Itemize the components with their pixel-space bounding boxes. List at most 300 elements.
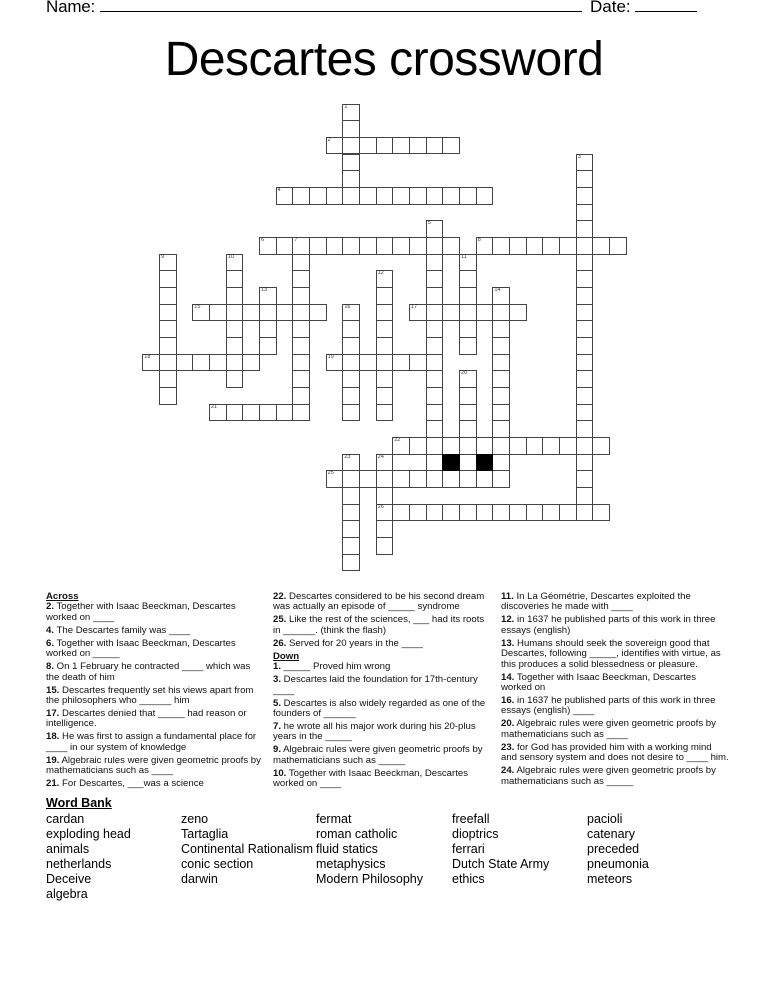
grid-cell[interactable] [492, 420, 510, 438]
clue-down-5: 5. Descartes is also widely regarded as one of the founders of ______ [273, 697, 486, 720]
grid-cell[interactable] [392, 137, 410, 155]
clue-across-18: 18. He was first to assign a fundamental place for ____ in our system of knowledge [46, 731, 257, 753]
grid-cell[interactable] [376, 237, 394, 255]
grid-cell[interactable] [492, 387, 510, 405]
grid-cell[interactable] [459, 254, 477, 272]
grid-cell[interactable] [426, 320, 444, 338]
word-bank-item: algebra [46, 887, 88, 901]
clues-column-1 [46, 592, 264, 792]
grid-cell[interactable] [459, 304, 477, 322]
grid-cell[interactable] [342, 137, 360, 155]
grid-cell[interactable] [292, 237, 310, 255]
grid-cell[interactable] [392, 504, 410, 522]
grid-cell[interactable] [376, 404, 394, 422]
grid-cell[interactable] [292, 270, 310, 288]
grid-cell[interactable] [342, 504, 360, 522]
word-bank-item: preceded [587, 842, 640, 856]
grid-cell[interactable] [426, 270, 444, 288]
clue-across-15: 15. Descartes frequently set his views apart from the philosophers who ______ him [46, 684, 254, 707]
grid-cell[interactable] [359, 354, 377, 372]
grid-cell[interactable] [159, 304, 177, 322]
grid-cell[interactable] [309, 304, 327, 322]
grid-cell[interactable] [376, 354, 394, 372]
grid-cell[interactable] [492, 404, 510, 422]
grid-cell[interactable] [542, 437, 560, 455]
grid-cell[interactable] [426, 437, 444, 455]
clue-across-4: 4. The Descartes family was ____ [46, 624, 191, 636]
grid-cell[interactable] [542, 237, 560, 255]
grid-cell[interactable] [409, 187, 427, 205]
clues-column-3 [501, 592, 729, 790]
grid-cell[interactable] [342, 354, 360, 372]
grid-cell[interactable] [376, 387, 394, 405]
word-bank-item: pacioli [587, 812, 623, 826]
grid-cell[interactable] [292, 354, 310, 372]
grid-cell[interactable] [292, 254, 310, 272]
grid-cell[interactable] [576, 370, 594, 388]
clues-column-2 [273, 592, 491, 792]
clue-number: 15 [194, 303, 201, 310]
grid-cell[interactable] [492, 304, 510, 322]
grid-cell[interactable] [542, 504, 560, 522]
grid-cell[interactable] [242, 404, 260, 422]
grid-cell[interactable] [492, 354, 510, 372]
grid-cell[interactable] [242, 354, 260, 372]
grid-cell[interactable] [376, 520, 394, 538]
grid-cell[interactable] [426, 220, 444, 238]
grid-cell[interactable] [476, 304, 494, 322]
grid-cell[interactable] [226, 370, 244, 388]
grid-cell[interactable] [492, 320, 510, 338]
clue-down-13: 13. Humans should seek the sovereign good that Descartes, following _____, identifies with virtue, as this produces a solid blessedness or pleasure. [501, 637, 721, 670]
grid-cell[interactable] [426, 504, 444, 522]
grid-cell[interactable] [159, 337, 177, 355]
word-bank-item: darwin [181, 872, 218, 886]
grid-cell[interactable] [209, 404, 227, 422]
grid-cell[interactable] [309, 237, 327, 255]
grid-cell[interactable] [459, 287, 477, 305]
clue-number: 4 [277, 186, 281, 193]
clue-down-1: 1. _____ Proved him wrong [273, 661, 391, 673]
grid-cell[interactable] [576, 320, 594, 338]
grid-cell[interactable] [426, 404, 444, 422]
grid-cell[interactable] [442, 237, 460, 255]
grid-cell[interactable] [609, 237, 627, 255]
grid-cell[interactable] [426, 337, 444, 355]
grid-cell[interactable] [309, 187, 327, 205]
grid-cell[interactable] [459, 504, 477, 522]
grid-cell[interactable] [292, 404, 310, 422]
grid-cell[interactable] [442, 470, 460, 488]
grid-cell[interactable] [342, 320, 360, 338]
grid-cell[interactable] [559, 437, 577, 455]
grid-cell[interactable] [292, 320, 310, 338]
black-cell [442, 454, 460, 472]
word-bank-column-3 [316, 812, 423, 887]
grid-cell[interactable] [192, 304, 210, 322]
clue-down-11: 11. In La Géométrie, Descartes exploited the discoveries he made with ____ [501, 591, 691, 613]
grid-cell[interactable] [576, 354, 594, 372]
grid-cell[interactable] [576, 337, 594, 355]
grid-cell[interactable] [409, 504, 427, 522]
word-bank-item: metaphysics [316, 857, 386, 871]
grid-cell[interactable] [292, 370, 310, 388]
grid-cell[interactable] [459, 454, 477, 472]
grid-cell[interactable] [226, 254, 244, 272]
clue-number: 7 [294, 236, 298, 243]
down-heading: Down [273, 650, 300, 662]
grid-cell[interactable] [459, 320, 477, 338]
clue-down-7: 7. he wrote all his major work during his 20-plus years in the _____ [273, 721, 476, 743]
word-bank-item: Modern Philosophy [316, 872, 424, 886]
grid-cell[interactable] [576, 504, 594, 522]
grid-cell[interactable] [426, 420, 444, 438]
grid-cell[interactable] [259, 304, 277, 322]
grid-cell[interactable] [142, 354, 160, 372]
grid-cell[interactable] [342, 304, 360, 322]
grid-cell[interactable] [492, 504, 510, 522]
grid-cell[interactable] [342, 120, 360, 138]
grid-cell[interactable] [459, 437, 477, 455]
grid-cell[interactable] [576, 404, 594, 422]
grid-cell[interactable] [576, 454, 594, 472]
grid-cell[interactable] [259, 237, 277, 255]
grid-cell[interactable] [376, 537, 394, 555]
grid-cell[interactable] [492, 337, 510, 355]
grid-cell[interactable] [376, 504, 394, 522]
page-title: Descartes crossword [164, 33, 604, 86]
grid-cell[interactable] [326, 354, 344, 372]
word-bank-item: ferrari [452, 842, 485, 856]
grid-cell[interactable] [159, 354, 177, 372]
grid-cell[interactable] [376, 270, 394, 288]
grid-cell[interactable] [359, 237, 377, 255]
clue-number: 6 [260, 236, 265, 243]
grid-cell[interactable] [409, 137, 427, 155]
grid-cell[interactable] [376, 137, 394, 155]
grid-cell[interactable] [376, 187, 394, 205]
grid-cell[interactable] [409, 237, 427, 255]
grid-cell[interactable] [476, 470, 494, 488]
grid-cell[interactable] [492, 370, 510, 388]
clue-number: 20 [461, 370, 468, 377]
date-label: Date: [590, 0, 631, 16]
grid-cell[interactable] [392, 354, 410, 372]
grid-cell[interactable] [292, 287, 310, 305]
grid-cell[interactable] [426, 454, 444, 472]
grid-cell[interactable] [476, 504, 494, 522]
clue-number: 18 [144, 353, 151, 360]
grid-cell[interactable] [476, 237, 494, 255]
grid-cell[interactable] [159, 254, 177, 272]
grid-cell[interactable] [576, 304, 594, 322]
grid-cell[interactable] [509, 504, 527, 522]
grid-cell[interactable] [392, 237, 410, 255]
grid-cell[interactable] [226, 320, 244, 338]
grid-cell[interactable] [592, 437, 610, 455]
grid-cell[interactable] [559, 504, 577, 522]
grid-cell[interactable] [326, 470, 344, 488]
grid-cell[interactable] [342, 154, 360, 172]
grid-cell[interactable] [509, 237, 527, 255]
grid-cell[interactable] [442, 504, 460, 522]
grid-cell[interactable] [326, 237, 344, 255]
grid-cell[interactable] [576, 420, 594, 438]
grid-cell[interactable] [459, 270, 477, 288]
word-bank-column-5 [587, 812, 649, 887]
grid-cell[interactable] [526, 504, 544, 522]
clue-across-26: 26. Served for 20 years in the ____ [273, 637, 423, 649]
black-cell [476, 454, 494, 472]
grid-cell[interactable] [159, 287, 177, 305]
clue-down-14: 14. Together with Isaac Beeckman, Descartes worked on [501, 671, 697, 694]
grid-cell[interactable] [526, 237, 544, 255]
clue-number: 26 [377, 503, 384, 510]
grid-cell[interactable] [442, 137, 460, 155]
grid-cell[interactable] [226, 337, 244, 355]
grid-cell[interactable] [276, 237, 294, 255]
grid-cell[interactable] [576, 204, 594, 222]
clue-number: 11 [461, 253, 467, 260]
grid-cell[interactable] [242, 304, 260, 322]
grid-cell[interactable] [426, 370, 444, 388]
grid-cell[interactable] [342, 370, 360, 388]
grid-cell[interactable] [342, 387, 360, 405]
grid-cell[interactable] [342, 187, 360, 205]
grid-cell[interactable] [426, 470, 444, 488]
grid-cell[interactable] [476, 187, 494, 205]
grid-cell[interactable] [342, 554, 360, 572]
grid-cell[interactable] [342, 454, 360, 472]
grid-cell[interactable] [209, 354, 227, 372]
word-bank-item: Dutch State Army [452, 857, 550, 871]
word-bank-item: dioptrics [452, 827, 499, 841]
grid-cell[interactable] [292, 387, 310, 405]
grid-cell[interactable] [576, 270, 594, 288]
grid-cell[interactable] [576, 387, 594, 405]
grid-cell[interactable] [576, 254, 594, 272]
grid-cell[interactable] [159, 387, 177, 405]
across-heading: Across [46, 591, 79, 602]
grid-cell[interactable] [276, 187, 294, 205]
grid-cell[interactable] [342, 237, 360, 255]
grid-cell[interactable] [426, 187, 444, 205]
word-bank-item: conic section [181, 857, 254, 871]
grid-cell[interactable] [376, 370, 394, 388]
grid-cell[interactable] [276, 304, 294, 322]
grid-cell[interactable] [176, 354, 194, 372]
grid-cell[interactable] [359, 137, 377, 155]
clue-number: 5 [427, 220, 431, 227]
grid-cell[interactable] [209, 304, 227, 322]
grid-cell[interactable] [426, 137, 444, 155]
grid-cell[interactable] [259, 337, 277, 355]
word-bank-item: pneumonia [587, 857, 649, 871]
grid-cell[interactable] [409, 470, 427, 488]
grid-cell[interactable] [159, 320, 177, 338]
grid-cell[interactable] [392, 470, 410, 488]
grid-cell[interactable] [376, 337, 394, 355]
clue-across-25: 25. Like the rest of the sciences, ___ had its roots in ______. (think the flash) [273, 614, 485, 636]
clue-across-2: 2. Together with Isaac Beeckman, Descartes worked on ____ [46, 601, 236, 623]
grid-cell[interactable] [576, 170, 594, 188]
clue-number: 14 [494, 286, 501, 293]
grid-cell[interactable] [576, 187, 594, 205]
grid-cell[interactable] [342, 537, 360, 555]
clue-down-10: 10. Together with Isaac Beeckman, Descartes worked on ____ [273, 767, 469, 790]
grid-cell[interactable] [459, 187, 477, 205]
grid-cell[interactable] [226, 304, 244, 322]
grid-cell[interactable] [576, 487, 594, 505]
grid-cell[interactable] [292, 187, 310, 205]
grid-cell[interactable] [226, 354, 244, 372]
word-bank-heading: Word Bank [46, 796, 112, 810]
word-bank-item: roman catholic [316, 827, 398, 841]
grid-cell[interactable] [376, 454, 394, 472]
word-bank-item: fermat [316, 812, 352, 826]
grid-cell[interactable] [276, 404, 294, 422]
clue-number: 23 [344, 453, 351, 460]
word-bank-item: exploding head [46, 827, 131, 841]
grid-cell[interactable] [326, 137, 344, 155]
grid-cell[interactable] [376, 304, 394, 322]
grid-cell[interactable] [342, 104, 360, 122]
clue-number: 21 [210, 403, 218, 410]
grid-cell[interactable] [426, 254, 444, 272]
clue-down-9: 9. Algebraic rules were given geometric proofs by mathematicians such as _____ [273, 744, 483, 766]
grid-cell[interactable] [259, 287, 277, 305]
grid-cell[interactable] [226, 287, 244, 305]
grid-cell[interactable] [376, 320, 394, 338]
grid-cell[interactable] [492, 437, 510, 455]
grid-cell[interactable] [492, 454, 510, 472]
clue-number: 25 [327, 470, 334, 477]
grid-cell[interactable] [426, 237, 444, 255]
clue-down-23: 23. for God has provided him with a working mind and sensory system and does not desire to ____ him. [501, 741, 729, 764]
grid-cell[interactable] [559, 237, 577, 255]
grid-cell[interactable] [526, 437, 544, 455]
grid-cell[interactable] [409, 437, 427, 455]
grid-cell[interactable] [359, 470, 377, 488]
clue-across-17: 17. Descartes denied that _____ had reason or intelligence. [46, 708, 247, 730]
grid-cell[interactable] [576, 470, 594, 488]
grid-cell[interactable] [426, 387, 444, 405]
clue-number: 17 [411, 303, 418, 310]
grid-cell[interactable] [342, 520, 360, 538]
grid-cell[interactable] [226, 270, 244, 288]
grid-cell[interactable] [492, 470, 510, 488]
grid-cell[interactable] [342, 487, 360, 505]
grid-cell[interactable] [476, 437, 494, 455]
grid-cell[interactable] [159, 270, 177, 288]
grid-cell[interactable] [342, 404, 360, 422]
grid-cell[interactable] [426, 287, 444, 305]
word-bank-item: Tartaglia [181, 827, 229, 841]
word-bank-item: netherlands [46, 857, 112, 871]
grid-cell[interactable] [342, 170, 360, 188]
grid-cell[interactable] [192, 354, 210, 372]
grid-cell[interactable] [576, 220, 594, 238]
grid-cell[interactable] [292, 337, 310, 355]
grid-cell[interactable] [509, 437, 527, 455]
grid-cell[interactable] [392, 437, 410, 455]
name-label: Name: [46, 0, 96, 16]
clue-number: 1 [344, 103, 348, 110]
clue-down-12: 12. in 1637 he published parts of this work in three essays (english) [501, 614, 716, 636]
grid-cell[interactable] [259, 320, 277, 338]
grid-cell[interactable] [576, 437, 594, 455]
clue-number: 22 [394, 436, 401, 443]
grid-cell[interactable] [459, 337, 477, 355]
word-bank-item: catenary [587, 827, 635, 841]
grid-cell[interactable] [459, 370, 477, 388]
grid-cell[interactable] [576, 287, 594, 305]
grid-cell[interactable] [592, 237, 610, 255]
word-bank-column-4 [452, 812, 549, 887]
grid-cell[interactable] [359, 187, 377, 205]
grid-cell[interactable] [342, 470, 360, 488]
grid-cell[interactable] [459, 420, 477, 438]
grid-cell[interactable] [342, 337, 360, 355]
clue-across-8: 8. On 1 February he contracted ____ which was the death of him [46, 661, 251, 683]
grid-cell[interactable] [392, 187, 410, 205]
grid-cell[interactable] [442, 304, 460, 322]
clue-number: 13 [260, 286, 268, 293]
word-bank-item: cardan [46, 812, 85, 826]
clue-across-19: 19. Algebraic rules were given geometric proofs by mathematicians such as ____ [46, 754, 261, 777]
grid-cell[interactable] [509, 304, 527, 322]
clue-down-16: 16. in 1637 he published parts of this work in three essays (english) ____ [501, 695, 716, 717]
word-bank-item: meteors [587, 872, 633, 886]
clue-number: 10 [227, 253, 234, 260]
grid-cell[interactable] [409, 354, 427, 372]
grid-cell[interactable] [592, 504, 610, 522]
grid-cell[interactable] [442, 187, 460, 205]
word-bank-item: ethics [452, 872, 485, 886]
grid-cell[interactable] [459, 470, 477, 488]
grid-cell[interactable] [576, 237, 594, 255]
grid-cell[interactable] [442, 437, 460, 455]
grid-cell[interactable] [326, 187, 344, 205]
grid-cell[interactable] [292, 304, 310, 322]
word-bank-column-2 [181, 812, 313, 887]
clue-down-24: 24. Algebraic rules were given geometric proofs by mathematicians such as _____ [501, 765, 716, 787]
grid-cell[interactable] [376, 470, 394, 488]
grid-cell[interactable] [426, 354, 444, 372]
grid-cell[interactable] [376, 487, 394, 505]
grid-cell[interactable] [409, 304, 427, 322]
clue-number: 12 [377, 270, 384, 277]
grid-cell[interactable] [226, 404, 244, 422]
grid-cell[interactable] [492, 237, 510, 255]
word-bank-item: Deceive [46, 872, 92, 886]
grid-cell[interactable] [459, 404, 477, 422]
word-bank-item: zeno [181, 812, 209, 826]
clue-down-3: 3. Descartes laid the foundation for 17th-century ____ [273, 674, 478, 696]
grid-cell[interactable] [576, 154, 594, 172]
word-bank-column-1 [46, 812, 131, 902]
word-bank-item: fluid statics [316, 842, 378, 856]
clue-number: 8 [477, 236, 481, 243]
grid-cell[interactable] [159, 370, 177, 388]
grid-cell[interactable] [259, 404, 277, 422]
grid-cell[interactable] [426, 304, 444, 322]
clue-number: 3 [577, 153, 581, 160]
grid-cell[interactable] [376, 287, 394, 305]
grid-cell[interactable] [492, 287, 510, 305]
grid-cell[interactable] [459, 387, 477, 405]
word-bank-item: Continental Rationalism [181, 842, 314, 856]
